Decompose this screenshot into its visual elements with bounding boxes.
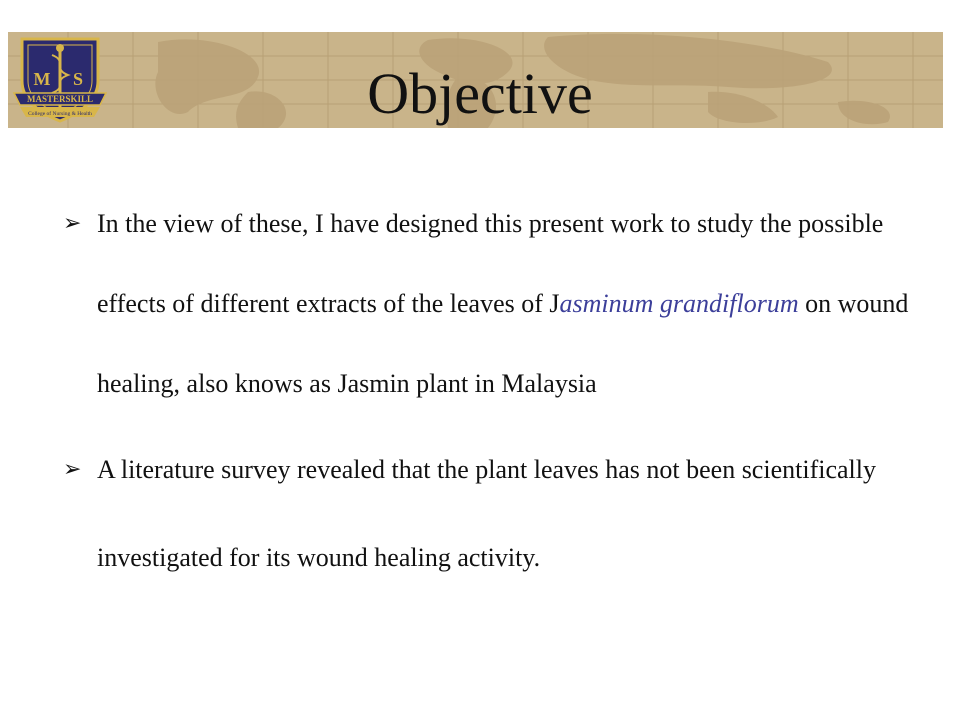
bullet-item [63, 184, 943, 424]
logo-monogram-s: S [72, 69, 84, 89]
bullet-item [63, 426, 943, 602]
slide-title: Objective [367, 61, 593, 126]
logo-text-top: MASTERSKILL [26, 94, 94, 104]
logo-text-bottom: College of Nursing & Health [28, 111, 92, 117]
bullet-list [63, 190, 943, 602]
bullet-text: In the view of these, I have designed this present work to study the possible effects of different extracts of the leaves of J [97, 209, 884, 318]
arrow-bullet-icon: ➢ [63, 211, 82, 236]
bullet-text-continued: on wound healing, also knows as Jasmin plant in Malaysia [97, 289, 909, 398]
bullet-text: A literature survey revealed that the plant leaves has not been scientifically investigated for its wound healing activity. [97, 455, 876, 572]
logo-monogram-m: M [33, 69, 51, 89]
species-name: asminum grandiflorum [559, 289, 799, 318]
arrow-bullet-icon: ➢ [63, 457, 82, 482]
